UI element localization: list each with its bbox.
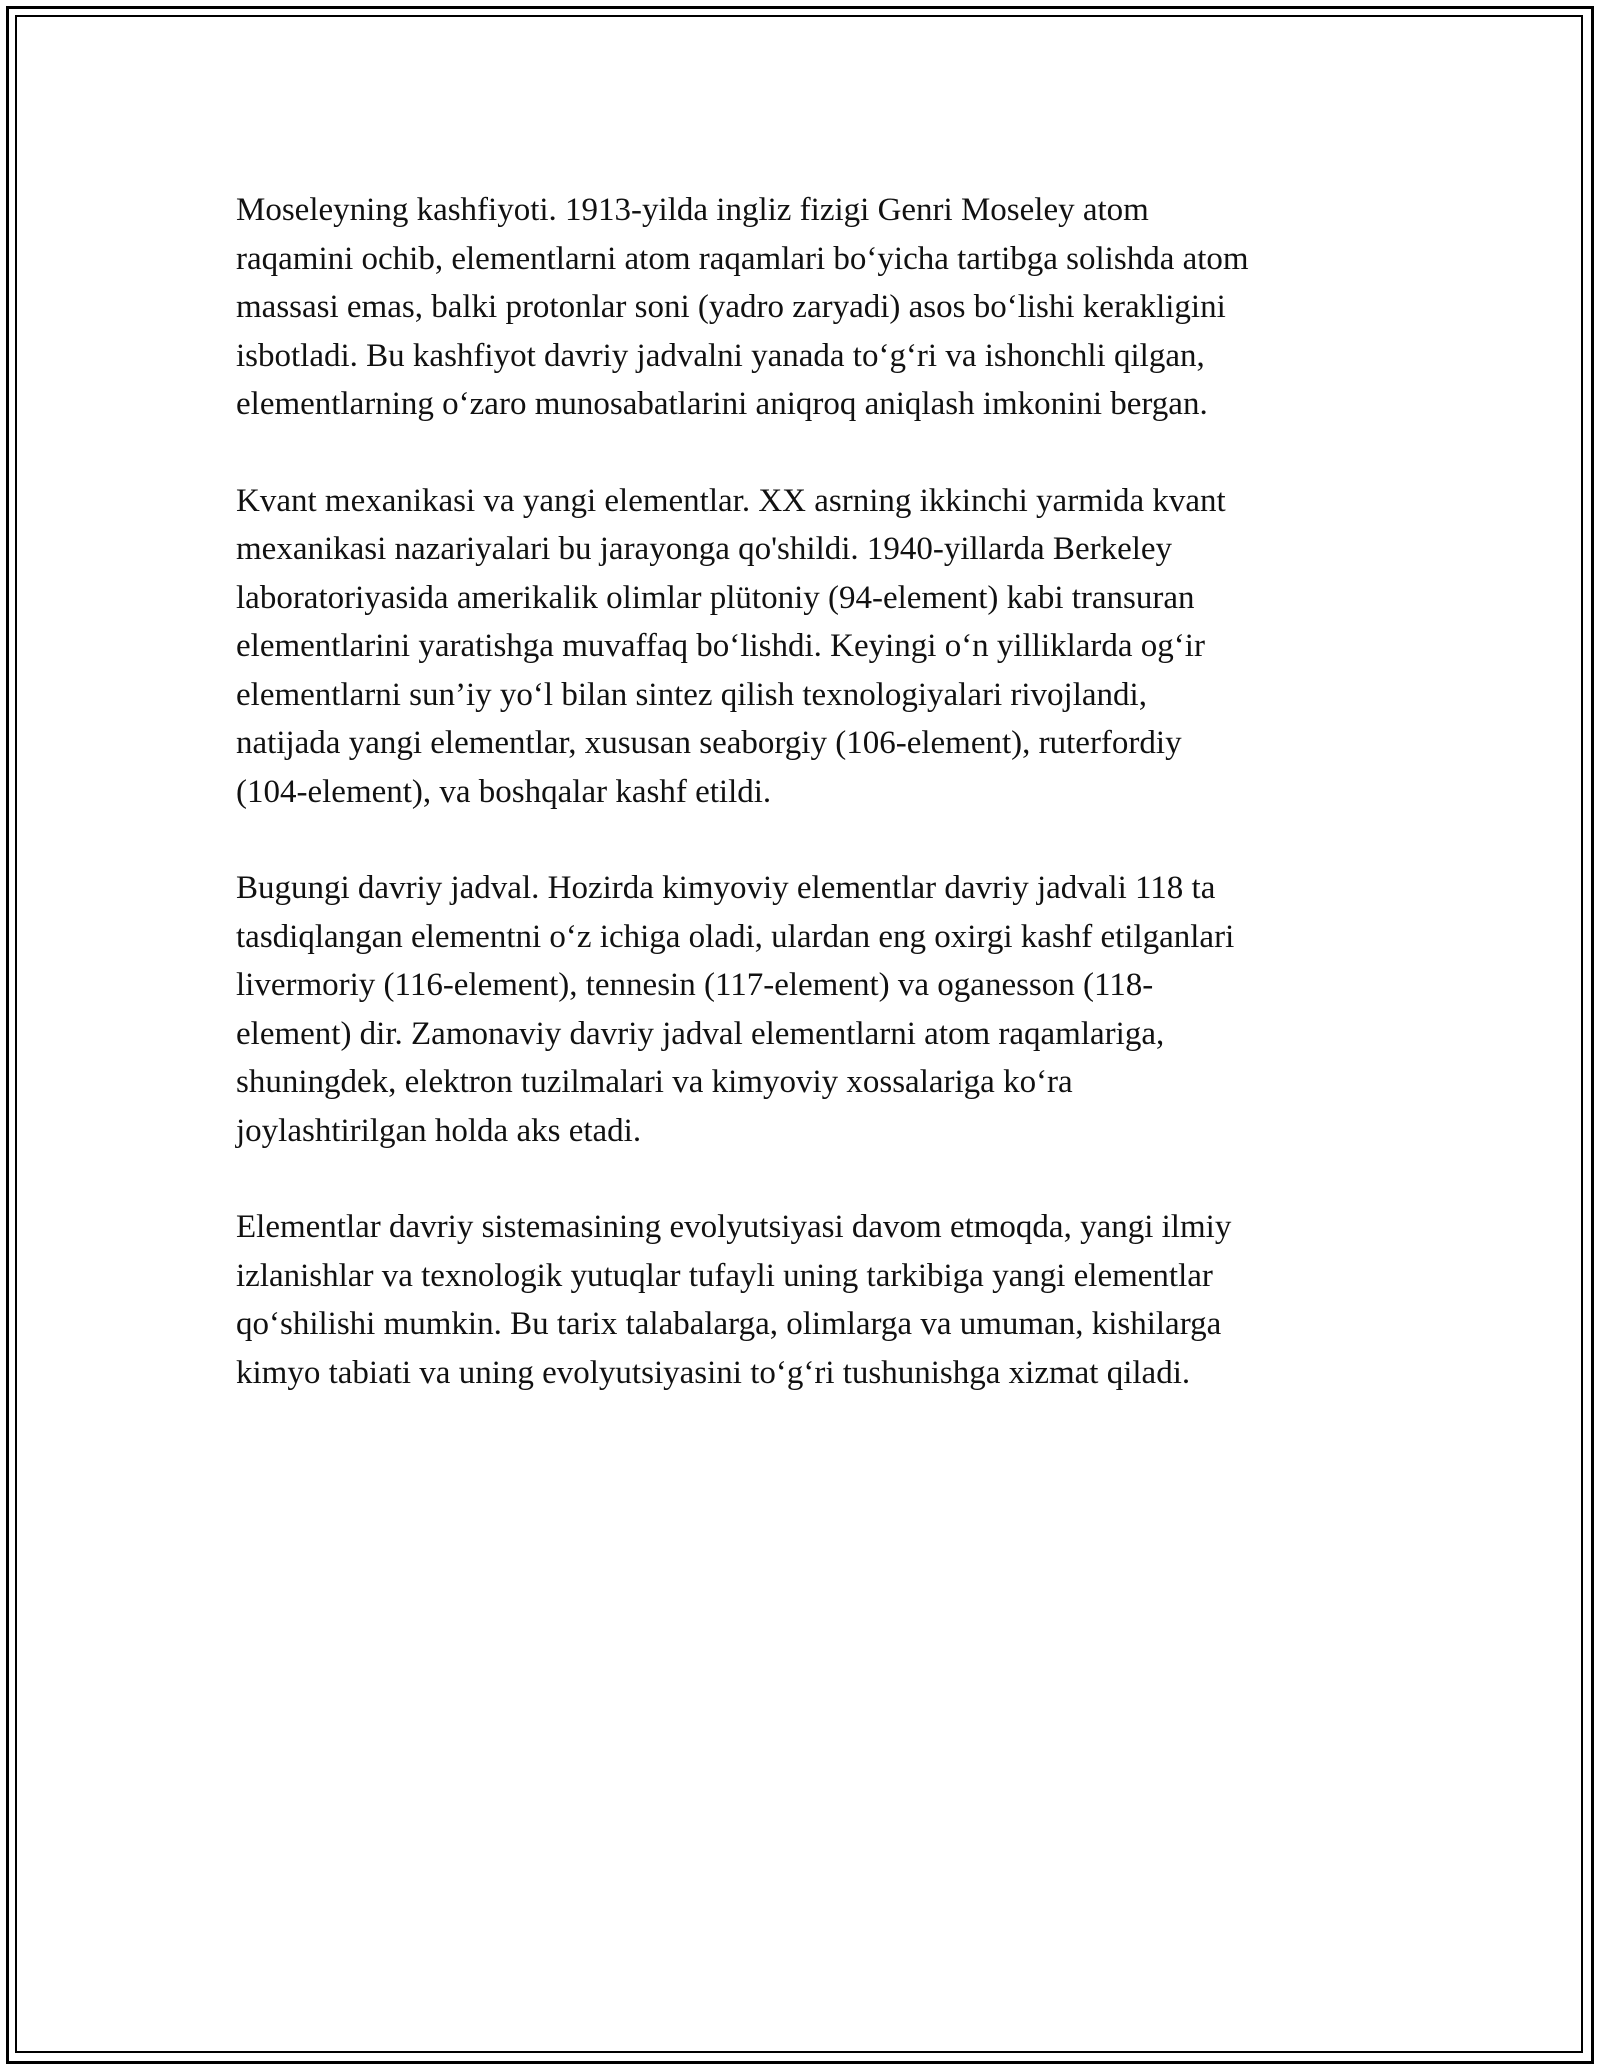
paragraph-moseley (236, 186, 1376, 429)
text-line: Kvant mexanikasi va yangi elementlar. XX asrning ikkinchi yarmida kvant (236, 482, 1226, 519)
text-line: elementlarini yaratishga muvaffaq bo‘lishdi. Keyingi o‘n yilliklarda og‘ir (236, 628, 1205, 664)
text-line: livermoriy (116-element), tennesin (117-element) va oganesson (118- (236, 967, 1154, 1003)
paragraph-quantum-mechanics (236, 477, 1376, 817)
text-line: laboratoriyasida amerikalik olimlar plütoniy (94-element) kabi transuran (236, 579, 1195, 616)
text-line: massasi emas, balki protonlar soni (yadro zaryadi) asos bo‘lishi kerakligini (236, 289, 1226, 325)
text-line: isbotladi. Bu kashfiyot davriy jadvalni yanada to‘g‘ri va ishonchli qilgan, (236, 337, 1205, 374)
document-body (236, 186, 1376, 1445)
text-line: qo‘shilishi mumkin. Bu tarix talabalarga, olimlarga va umuman, kishilarga (236, 1306, 1222, 1342)
text-line: mexanikasi nazariyalari bu jarayonga qo'shildi. 1940-yillarda Berkeley (236, 531, 1173, 567)
text-line: elementlarni sun’iy yo‘l bilan sintez qilish texnologiyalari rivojlandi, (236, 676, 1147, 713)
text-line: Elementlar davriy sistemasining evolyutsiyasi davom etmoqda, yangi ilmiy (236, 1209, 1232, 1245)
text-line: Moseleyning kashfiyoti. 1913-yilda ingliz fizigi Genri Moseley atom (236, 192, 1149, 228)
text-line: tasdiqlangan elementni o‘z ichiga oladi, ulardan eng oxirgi kashf etilganlari (236, 918, 1235, 955)
text-line: elementlarning o‘zaro munosabatlarini aniqroq aniqlash imkonini bergan. (236, 386, 1208, 422)
text-line: natijada yangi elementlar, xususan seaborgiy (106-element), ruterfordiy (236, 725, 1182, 761)
paragraph-modern-table (236, 864, 1376, 1155)
text-line: Bugungi davriy jadval. Hozirda kimyoviy elementlar davriy jadvali 118 ta (236, 870, 1216, 906)
text-line: (104-element), va boshqalar kashf etildi. (236, 773, 772, 810)
text-line: izlanishlar va texnologik yutuqlar tufayli uning tarkibiga yangi elementlar (236, 1257, 1213, 1294)
text-line: shuningdek, elektron tuzilmalari va kimyoviy xossalariga ko‘ra (236, 1064, 1073, 1100)
text-line: kimyo tabiati va uning evolyutsiyasini to‘g‘ri tushunishga xizmat qiladi. (236, 1354, 1191, 1391)
paragraph-conclusion (236, 1203, 1376, 1397)
text-line: raqamini ochib, elementlarni atom raqamlari bo‘yicha tartibga solishda atom (236, 240, 1249, 277)
text-line: element) dir. Zamonaviy davriy jadval elementlarni atom raqamlariga, (236, 1015, 1165, 1052)
text-line: joylashtirilgan holda aks etadi. (236, 1112, 642, 1149)
